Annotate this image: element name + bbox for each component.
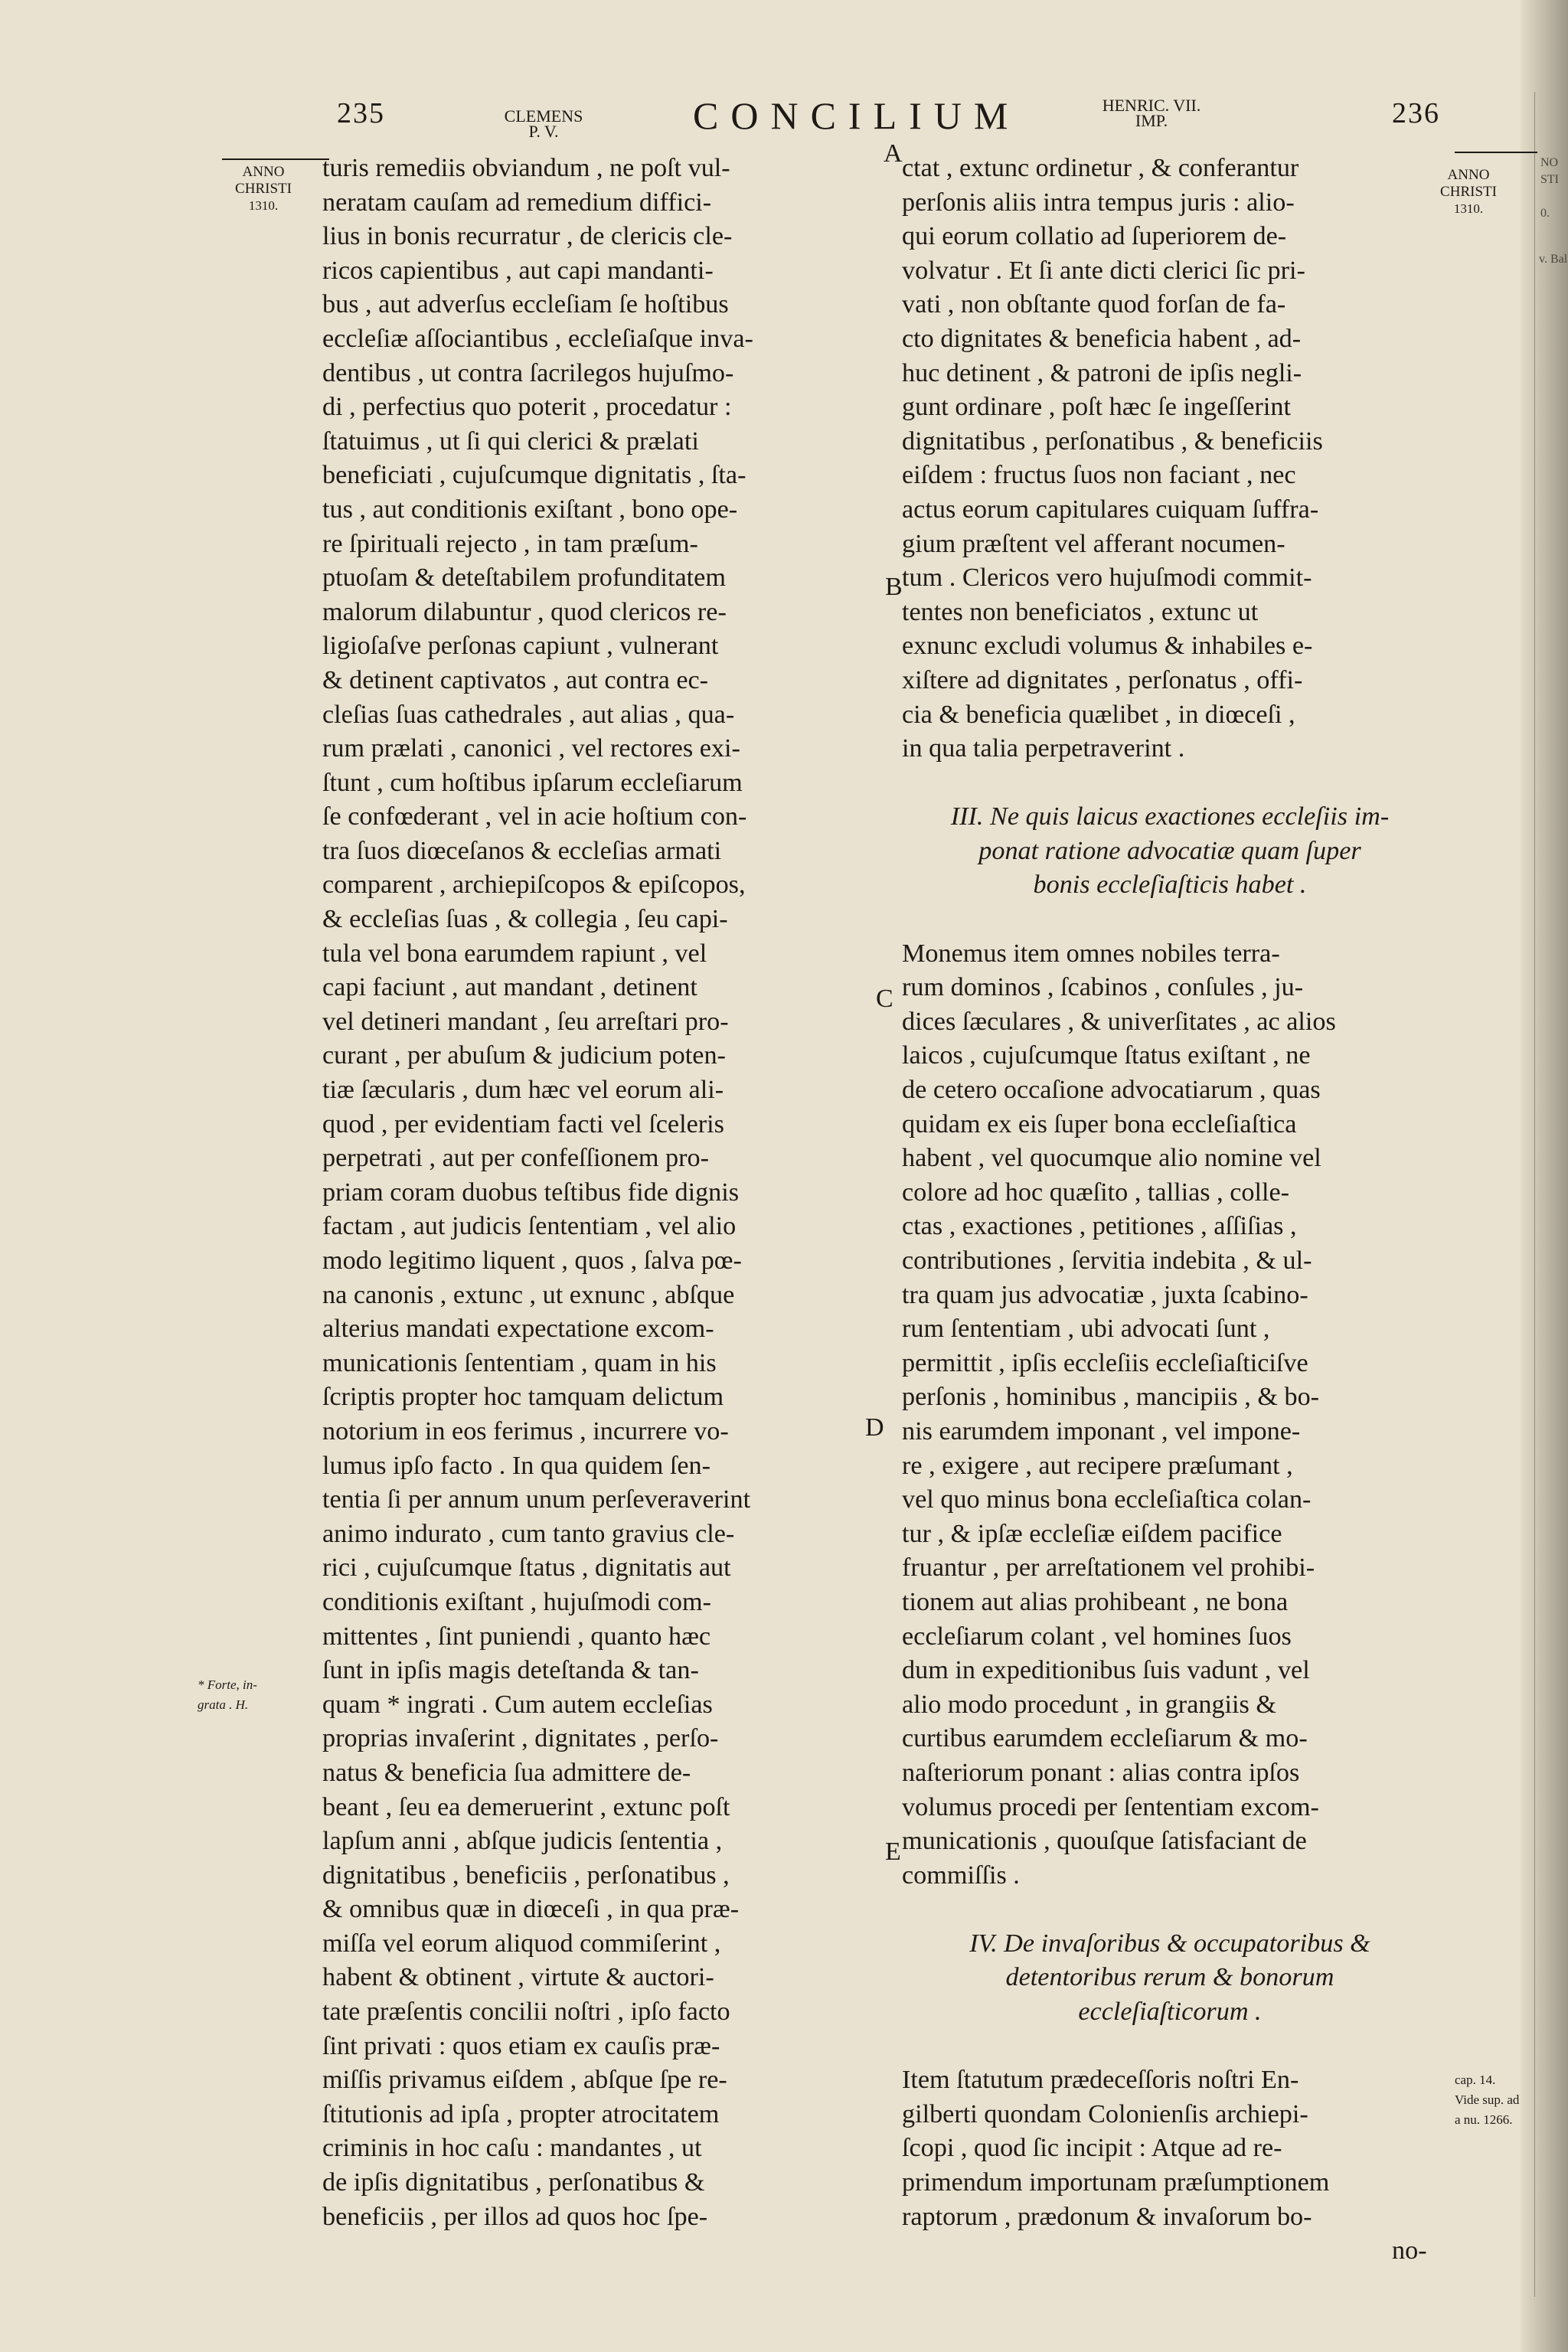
text-line: & detinent captivatos , aut contra ec- (322, 665, 709, 694)
section-heading-line: ponat ratione advocatiæ quam ſuper (978, 836, 1361, 865)
text-line: rum ſententiam , ubi advocati ſunt , (902, 1315, 1270, 1344)
running-head-right-line: HENRIC. VII. (1102, 96, 1201, 115)
text-line: gilberti quondam Colonienſis archiepi- (902, 2099, 1308, 2128)
text-line: dentibus , ut contra ſacrilegos hujuſmo- (322, 358, 734, 387)
running-head-left (498, 106, 590, 141)
text-line: rici , cujuſcumque ſtatus , dignitatis aut (322, 1553, 731, 1583)
text-line: ctat , extunc ordinetur , & conferantur (902, 154, 1299, 182)
running-head-left-line: CLEMENS (504, 106, 583, 126)
text-line: habent , vel quocumque alio nomine vel (902, 1144, 1321, 1173)
text-line: re ſpirituali rejecto , in tam præſum- (322, 529, 698, 558)
text-line: exnunc excludi volumus & inhabiles e- (902, 632, 1313, 661)
text-line: modo legitimo liquent , quos , ſalva pœ- (322, 1246, 742, 1275)
text-line: cto dignitates & beneficia habent , ad- (902, 324, 1302, 353)
text-line: beneficiis , per illos ad quos hoc ſpe- (322, 2202, 708, 2231)
edge-fragment: NO (1540, 156, 1559, 169)
text-line: rum dominos , ſcabinos , conſules , ju- (902, 973, 1304, 1002)
text-line: rum prælati , canonici , vel rectores exi- (322, 734, 740, 763)
text-line: cleſias ſuas cathedrales , aut alias , qua- (322, 700, 735, 729)
section-heading-line: eccleſiaſticorum . (1078, 1998, 1262, 2027)
text-line: vel detineri mandant , ſeu arreſtari pro- (322, 1007, 729, 1036)
text-line: turis remediis obviandum , ne poſt vul- (322, 154, 730, 182)
text-line: quidam ex eis ſuper bona eccleſiaſtica (902, 1109, 1297, 1138)
text-line: actus eorum capitulares cuiquam ſuffra- (902, 495, 1319, 524)
section-heading-line: III. Ne quis laicus exactiones eccleſiis im- (950, 802, 1390, 831)
text-line: tra ſuos diœceſanos & eccleſias armati (322, 836, 722, 865)
left-text-column (322, 152, 753, 2234)
text-line: tula vel bona earumdem rapiunt , vel (322, 939, 707, 968)
section-letter-c: C (876, 985, 893, 1013)
text-line: alio modo procedunt , in grangiis & (902, 1690, 1276, 1719)
section-letter-b: B (885, 573, 903, 601)
text-line: vel quo minus bona eccleſiaſtica colan- (902, 1485, 1312, 1514)
text-line: curant , per abuſum & judicium poten- (322, 1041, 726, 1070)
text-line: quod , per evidentiam facti vel ſceleris (322, 1109, 724, 1138)
text-line: beant , ſeu ea demeruerint , extunc poſt (322, 1792, 730, 1821)
text-line: volumus procedi per ſententiam excom- (902, 1792, 1319, 1821)
text-line: raptorum , prædonum & invaſorum bo- (902, 2202, 1312, 2231)
text-line: mittentes , ſint puniendi , quanto hæc (322, 1622, 711, 1651)
text-line: perſonis aliis intra tempus juris : alio- (902, 188, 1295, 217)
text-line: eccleſiarum colant , vel homines ſuos (902, 1622, 1292, 1651)
text-line: permittit , ipſis eccleſiis eccleſiaſticiſve (902, 1348, 1308, 1377)
text-line: Monemus item omnes nobiles terra- (902, 939, 1280, 968)
text-line: alterius mandati expectatione excom- (322, 1315, 714, 1344)
text-line: perpetrati , aut per confeſſionem pro- (322, 1144, 710, 1173)
text-line: priam coram duobus teſtibus fide dignis (322, 1178, 740, 1207)
margin-note-line: * Forte, in- (198, 1677, 257, 1692)
text-line: ſtitutionis ad ipſa , propter atrocitatem (322, 2099, 720, 2128)
section-heading-line: IV. De invaſoribus & occupatoribus & (969, 1929, 1370, 1958)
text-line: xiſtere ad dignitates , perſonatus , offi- (902, 665, 1303, 694)
margin-year-value: 1310. (248, 198, 279, 213)
text-line: volvatur . Et ſi ante dicti clerici ſic pri- (902, 256, 1305, 285)
paragraph-gap (902, 2030, 1438, 2064)
text-line: comparent , archiepiſcopos & epiſcopos, (322, 871, 746, 900)
page-title: CONCILIUM (693, 94, 1021, 137)
text-line: dices ſæculares , & univerſitates , ac alios (902, 1007, 1336, 1036)
text-line: malorum dilabuntur , quod clericos re- (322, 597, 727, 626)
text-line: de ipſis dignitatibus , perſonatibus & (322, 2168, 705, 2197)
text-line: tiæ ſæcularis , dum hæc vel eorum ali- (322, 1076, 724, 1105)
text-line: laicos , cujuſcumque ſtatus exiſtant , ne (902, 1041, 1311, 1070)
page-edge-line (1534, 92, 1535, 2297)
paragraph-gap (902, 766, 1438, 801)
text-line: lapſum anni , abſque judicis ſententia , (322, 1827, 723, 1856)
text-line: ſcopi , quod ſic incipit : Atque ad re- (902, 2134, 1282, 2163)
text-line: eccleſiæ aſſociantibus , eccleſiaſque inva- (322, 324, 753, 353)
text-line: huc detinent , & patroni de ipſis negli- (902, 358, 1302, 387)
header-rule-right (1455, 152, 1537, 153)
text-line: gunt ordinare , poſt hæc ſe ingeſſerint (902, 393, 1291, 422)
text-line: nis earumdem imponant , vel impone- (902, 1416, 1301, 1446)
text-line: ſe confœderant , vel in acie hoſtium con- (322, 802, 747, 831)
section-letter-d: D (865, 1413, 884, 1442)
text-line: primendum importunam præſumptionem (902, 2168, 1330, 2197)
margin-note-line: grata . H. (198, 1697, 249, 1712)
margin-year-left (222, 164, 305, 214)
text-line: quam * ingrati . Cum autem eccleſias (322, 1690, 713, 1719)
margin-year-line: CHRISTI (1440, 184, 1497, 200)
margin-year-line: ANNO (1447, 167, 1490, 183)
text-line: beneficiati , cujuſcumque dignitatis , ſta- (322, 461, 746, 490)
paragraph-gap (902, 903, 1438, 937)
running-head-right (1098, 98, 1205, 129)
text-line: commiſſis . (902, 1860, 1020, 1890)
text-line: natus & beneficia ſua admittere de- (322, 1758, 691, 1787)
text-line: & eccleſias ſuas , & collegia , ſeu capi- (322, 905, 728, 934)
page-number-left: 235 (337, 97, 385, 129)
text-line: ptuoſam & deteſtabilem profunditatem (322, 564, 726, 593)
text-line: gium præſtent vel afferant nocumen- (902, 529, 1285, 558)
text-line: neratam cauſam ad remedium diffici- (322, 188, 712, 217)
text-line: ſunt in ipſis magis deteſtanda & tan- (322, 1656, 699, 1685)
edge-fragment: STI (1540, 173, 1559, 186)
text-line: eiſdem : fructus ſuos non faciant , nec (902, 461, 1296, 490)
section-heading-line: detentoribus rerum & bonorum (1005, 1963, 1334, 1992)
text-line: factam , aut judicis ſententiam , vel alio (322, 1212, 737, 1241)
text-line: tra quam jus advocatiæ , juxta ſcabino- (902, 1280, 1308, 1309)
text-line: ſint privati : quos etiam ex cauſis præ- (322, 2031, 720, 2060)
margin-note-cross-reference (1455, 2070, 1531, 2130)
text-line: tus , aut conditionis exiſtant , bono ope- (322, 495, 738, 524)
text-line: miſſa vel eorum aliquod commiſerint , (322, 1929, 721, 1958)
edge-fragment: 0. (1540, 207, 1550, 220)
right-text-column (902, 152, 1438, 2269)
text-line: tum . Clericos vero hujuſmodi commit- (902, 564, 1312, 593)
text-line: na canonis , extunc , ut exnunc , abſque (322, 1280, 735, 1309)
text-line: ſtatuimus , ut ſi qui clerici & prælati (322, 426, 699, 456)
text-line: dum in expeditionibus ſuis vadunt , vel (902, 1656, 1310, 1685)
text-line: colore ad hoc quæſito , tallias , colle- (902, 1178, 1290, 1207)
text-line: tate præſentis concilii noſtri , ipſo facto (322, 1998, 730, 2027)
margin-note-line: Vide sup. ad (1455, 2092, 1520, 2107)
text-line: proprias invaſerint , dignitates , perſo- (322, 1724, 719, 1753)
text-line: contributiones , ſervitia indebita , & ul- (902, 1246, 1312, 1275)
text-line: cia & beneficia quælibet , in diœceſi , (902, 700, 1295, 729)
header-rule-left (222, 158, 329, 160)
text-line: naſteriorum ponant : alias contra ipſos (902, 1758, 1300, 1787)
margin-note-line: a nu. 1266. (1455, 2112, 1513, 2127)
text-line: lius in bonis recurratur , de clericis cle- (322, 222, 733, 251)
text-line: tionem aut alias prohibeant , ne bona (902, 1587, 1289, 1616)
text-line: habent & obtinent , virtute & auctori- (322, 1963, 714, 1992)
text-line: notorium in eos ferimus , incurrere vo- (322, 1416, 729, 1446)
text-line: perſonis , hominibus , mancipiis , & bo- (902, 1383, 1320, 1412)
text-line: criminis in hoc caſu : mandantes , ut (322, 2134, 702, 2163)
text-line: municationis , quouſque ſatisfaciant de (902, 1827, 1307, 1856)
text-line: in qua talia perpetraverint . (902, 734, 1185, 763)
text-line: Item ſtatutum prædeceſſoris noſtri En- (902, 2066, 1299, 2095)
margin-year-line: ANNO (242, 164, 285, 180)
text-line: ctas , exactiones , petitiones , aſſiſias , (902, 1212, 1297, 1241)
margin-year-right (1429, 167, 1508, 217)
text-line: bus , aut adverſus eccleſiam ſe hoſtibus (322, 290, 729, 319)
text-line: capi faciunt , aut mandant , detinent (322, 973, 697, 1002)
text-line: & omnibus quæ in diœceſi , in qua præ- (322, 1895, 740, 1924)
edge-fragment: v. Bal (1539, 253, 1568, 266)
text-line: dignitatibus , perſonatibus , & beneficiis (902, 426, 1323, 456)
text-line: tentes non beneficiatos , extunc ut (902, 597, 1259, 626)
text-line: no- (1392, 2236, 1427, 2265)
section-letter-a: A (884, 139, 903, 168)
text-line: municationis ſententiam , quam in his (322, 1348, 717, 1377)
section-letter-e: E (885, 1838, 901, 1866)
text-line: de cetero occaſione advocatiarum , quas (902, 1076, 1321, 1105)
page-edge-shadow (1521, 0, 1568, 2352)
text-line: di , perfectius quo poterit , procedatur : (322, 393, 732, 422)
text-line: qui eorum collatio ad ſuperiorem de- (902, 222, 1287, 251)
section-heading-line: bonis eccleſiaſticis habet . (1033, 871, 1307, 900)
text-line: curtibus earumdem eccleſiarum & mo- (902, 1724, 1308, 1753)
running-head-right-line: IMP. (1135, 111, 1168, 130)
text-line: tur , & ipſæ eccleſiæ eiſdem pacifice (902, 1519, 1282, 1548)
page-number-right: 236 (1392, 97, 1440, 129)
text-line: vati , non obſtante quod forſan de fa- (902, 290, 1286, 319)
text-line: re , exigere , aut recipere præſumant , (902, 1451, 1293, 1480)
paragraph-gap (902, 1893, 1438, 1927)
margin-note-line: cap. 14. (1455, 2073, 1496, 2087)
text-line: ricos capientibus , aut capi mandanti- (322, 256, 714, 285)
text-line: ſcriptis propter hoc tamquam delictum (322, 1383, 724, 1412)
text-line: miſſis privamus eiſdem , abſque ſpe re- (322, 2066, 727, 2095)
text-line: dignitatibus , beneficiis , perſonatibus , (322, 1860, 730, 1890)
text-line: ligioſaſve perſonas capiunt , vulnerant (322, 632, 719, 661)
margin-year-value: 1310. (1453, 201, 1484, 216)
text-line: animo indurato , cum tanto gravius cle- (322, 1519, 735, 1548)
text-line: fruantur , per arreſtationem vel prohibi- (902, 1553, 1315, 1583)
text-line: lumus ipſo facto . In qua quidem ſen- (322, 1451, 711, 1480)
running-head-left-line: P. V. (528, 122, 559, 141)
margin-note-variant (198, 1675, 312, 1715)
text-line: conditionis exiſtant , hujuſmodi com- (322, 1587, 712, 1616)
margin-year-line: CHRISTI (235, 181, 292, 197)
text-line: tentia ſi per annum unum perſeveraverint (322, 1485, 751, 1514)
text-line: ſtunt , cum hoſtibus ipſarum eccleſiarum (322, 768, 743, 797)
